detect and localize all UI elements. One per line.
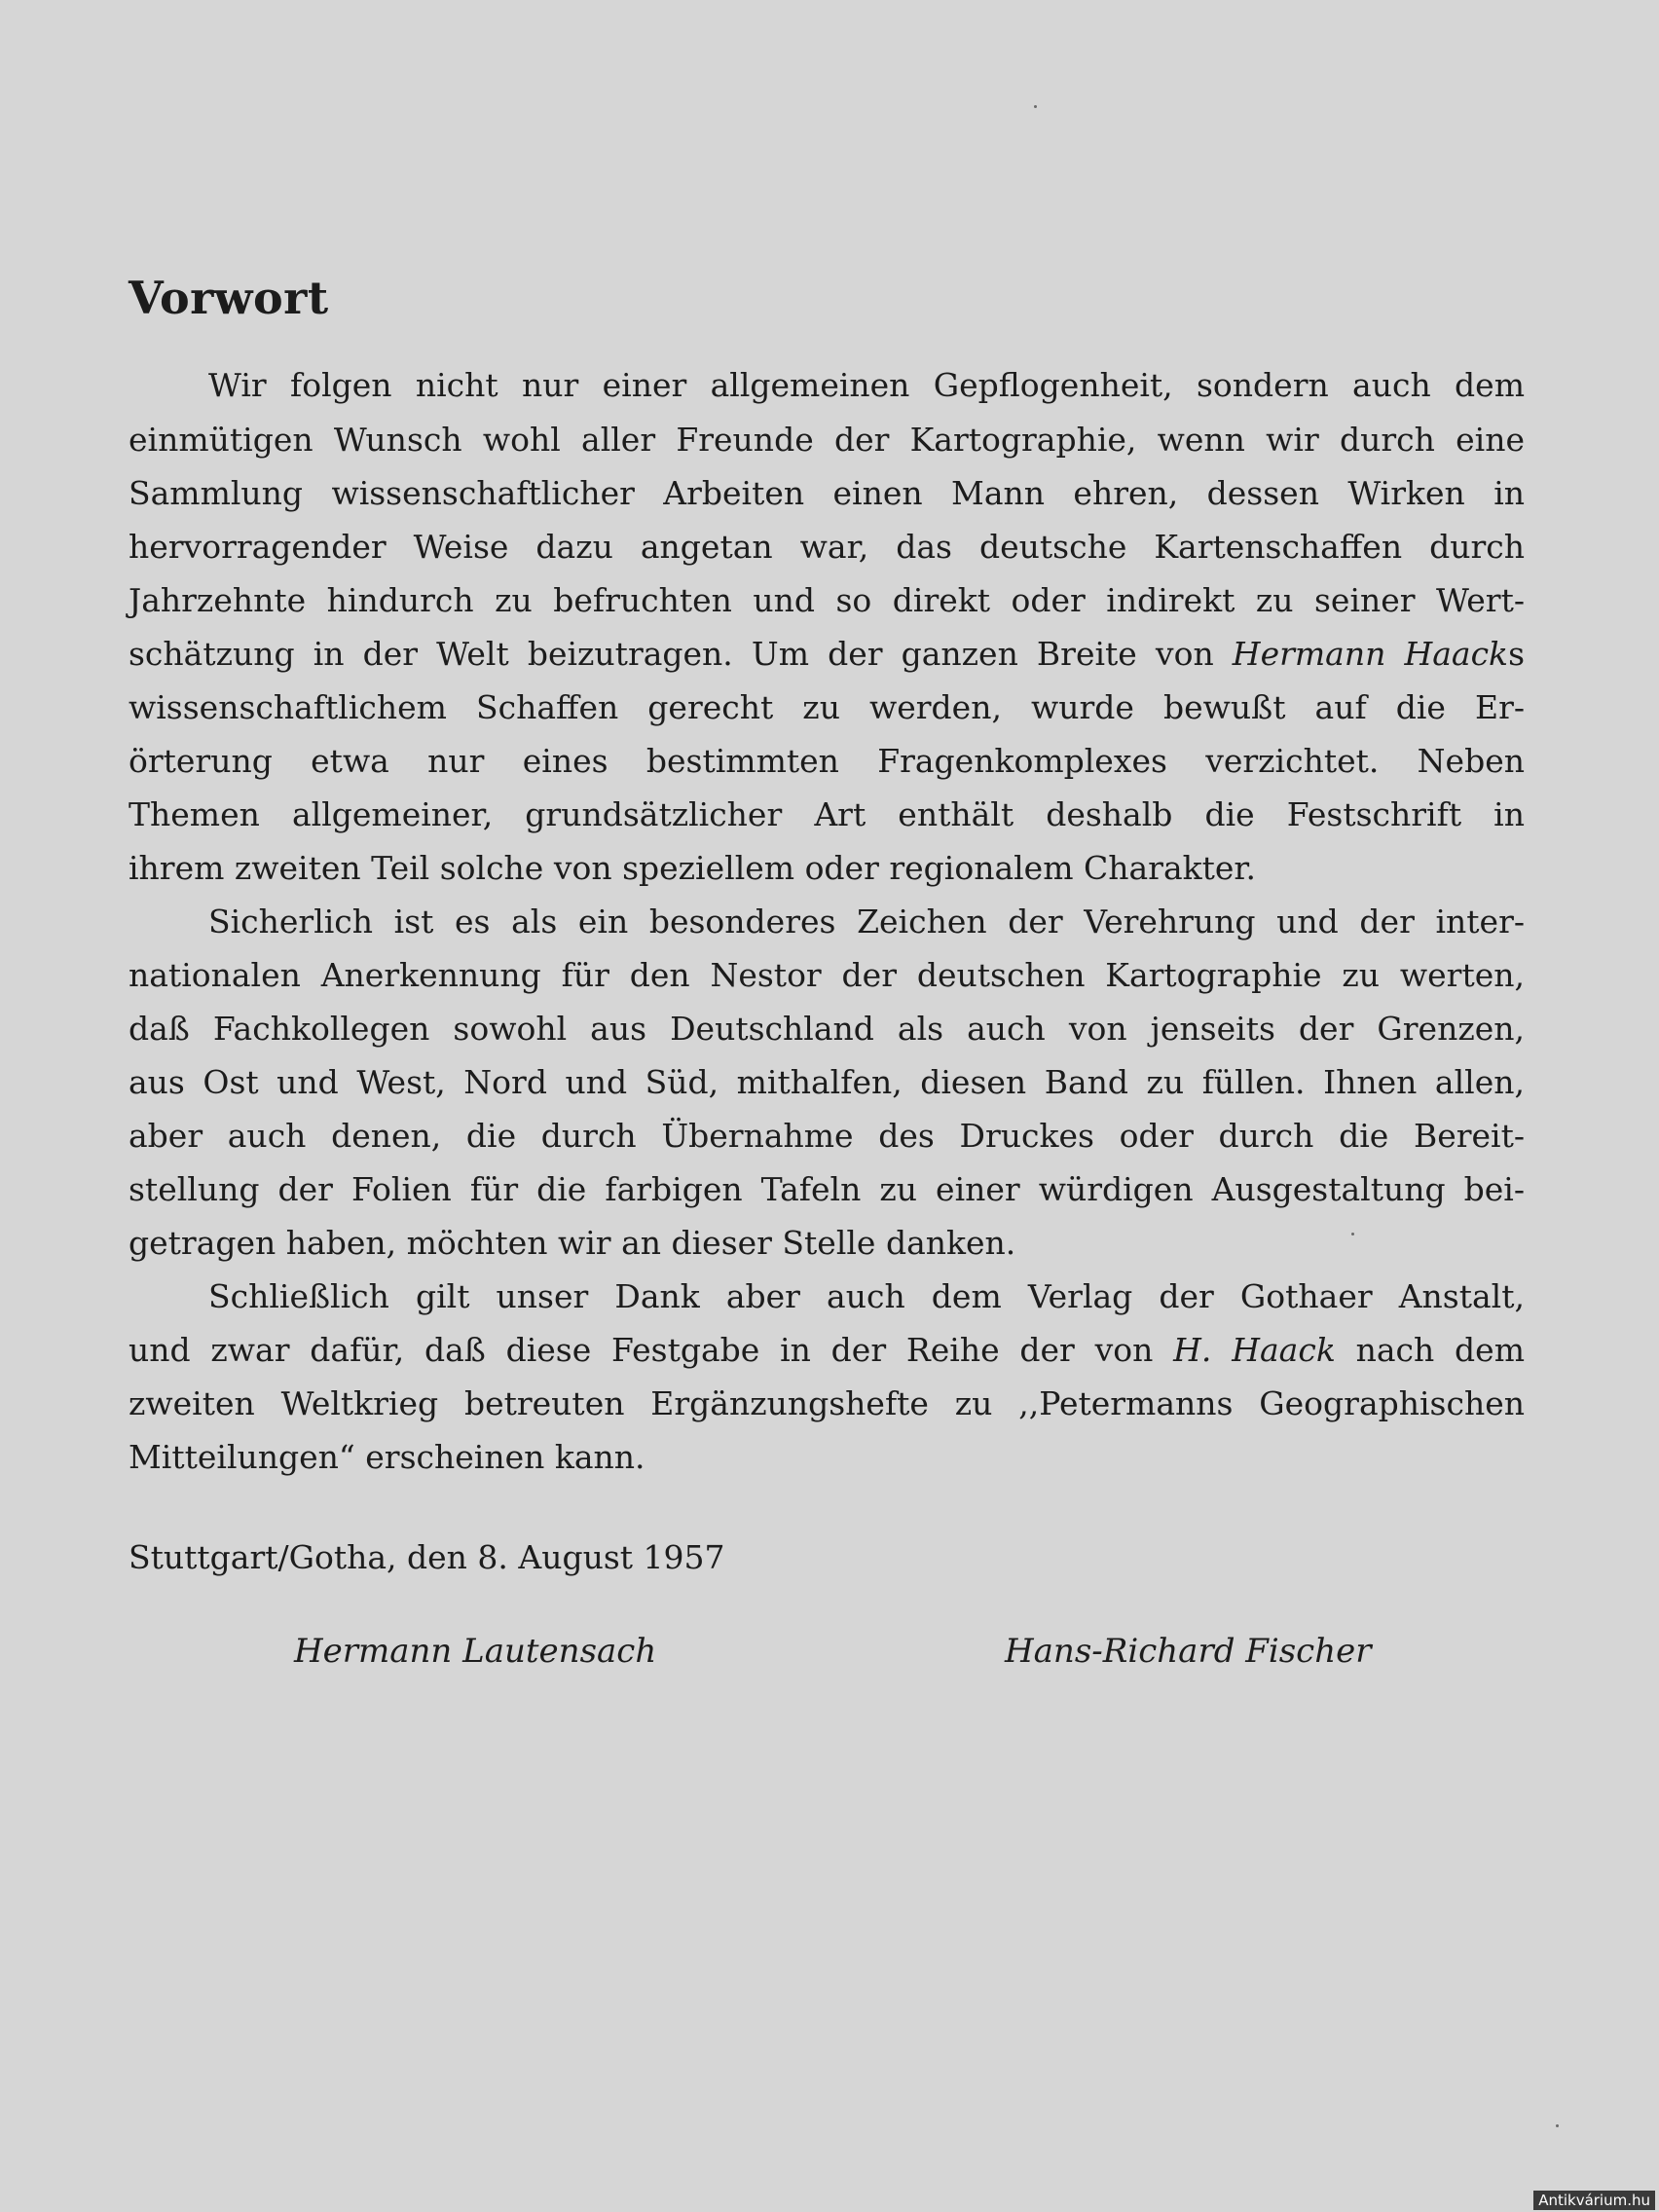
- signature-hans-richard-fischer: Hans-Richard Fischer: [1005, 1632, 1372, 1671]
- text-line: einmütigen Wunsch wohl aller Freunde der Kartographie, wenn wir durch eine: [129, 421, 1525, 459]
- page-title: Vorwort: [129, 272, 329, 324]
- text-line: wissenschaftlichem Schaffen gerecht zu werden, wurde bewußt auf die Er-: [129, 688, 1525, 726]
- text-line: örterung etwa nur eines bestimmten Fragenkomplexes verzichtet. Neben: [129, 742, 1525, 780]
- text-line: hervorragender Weise dazu angetan war, das deutsche Kartenschaffen durch: [129, 528, 1525, 566]
- text-line: aus Ost und West, Nord und Süd, mithalfen, diesen Band zu füllen. Ihnen allen,: [129, 1063, 1525, 1101]
- text-line: zweiten Weltkrieg betreuten Ergänzungshefte zu ,,Petermanns Geographischen: [129, 1384, 1525, 1422]
- place-and-date: Stuttgart/Gotha, den 8. August 1957: [129, 1538, 725, 1576]
- text-line: Mitteilungen“ erscheinen kann.: [129, 1438, 645, 1476]
- text-line: aber auch denen, die durch Übernahme des Druckes oder durch die Bereit-: [129, 1117, 1525, 1155]
- text-line: daß Fachkollegen sowohl aus Deutschland als auch von jenseits der Grenzen,: [129, 1010, 1525, 1048]
- text-line: Sammlung wissenschaftlicher Arbeiten einen Mann ehren, dessen Wirken in: [129, 474, 1525, 512]
- watermark: Antikvárium.hu: [1533, 2191, 1655, 2210]
- paper-speck: [1556, 2124, 1559, 2127]
- text-line: Sicherlich ist es als ein besonderes Zeichen der Verehrung und der inter-: [208, 903, 1525, 940]
- text-line: Wir folgen nicht nur einer allgemeinen Gepflogenheit, sondern auch dem: [208, 366, 1525, 404]
- text-line: Jahrzehnte hindurch zu befruchten und so direkt oder indirekt zu seiner Wert-: [129, 581, 1525, 619]
- text-line: und zwar dafür, daß diese Festgabe in der Reihe der von H. Haack nach dem: [129, 1331, 1525, 1369]
- paper-speck: [1034, 105, 1037, 108]
- text-line: Themen allgemeiner, grundsätzlicher Art enthält deshalb die Festschrift in: [129, 795, 1525, 833]
- text-line: getragen haben, möchten wir an dieser Stelle danken.: [129, 1224, 1016, 1262]
- text-line: schätzung in der Welt beizutragen. Um der ganzen Breite von Hermann Haacks: [129, 635, 1525, 673]
- italic-name: Hermann Haack: [1232, 635, 1509, 673]
- text-line: ihrem zweiten Teil solche von speziellem oder regionalem Charakter.: [129, 849, 1257, 887]
- text-line: Schließlich gilt unser Dank aber auch dem Verlag der Gothaer Anstalt,: [208, 1277, 1525, 1315]
- signature-hermann-lautensach: Hermann Lautensach: [294, 1632, 657, 1671]
- italic-name: H. Haack: [1173, 1331, 1336, 1369]
- text-line: nationalen Anerkennung für den Nestor der deutschen Kartographie zu werten,: [129, 956, 1525, 994]
- text-line: stellung der Folien für die farbigen Tafeln zu einer würdigen Ausgestaltung bei-: [129, 1170, 1525, 1208]
